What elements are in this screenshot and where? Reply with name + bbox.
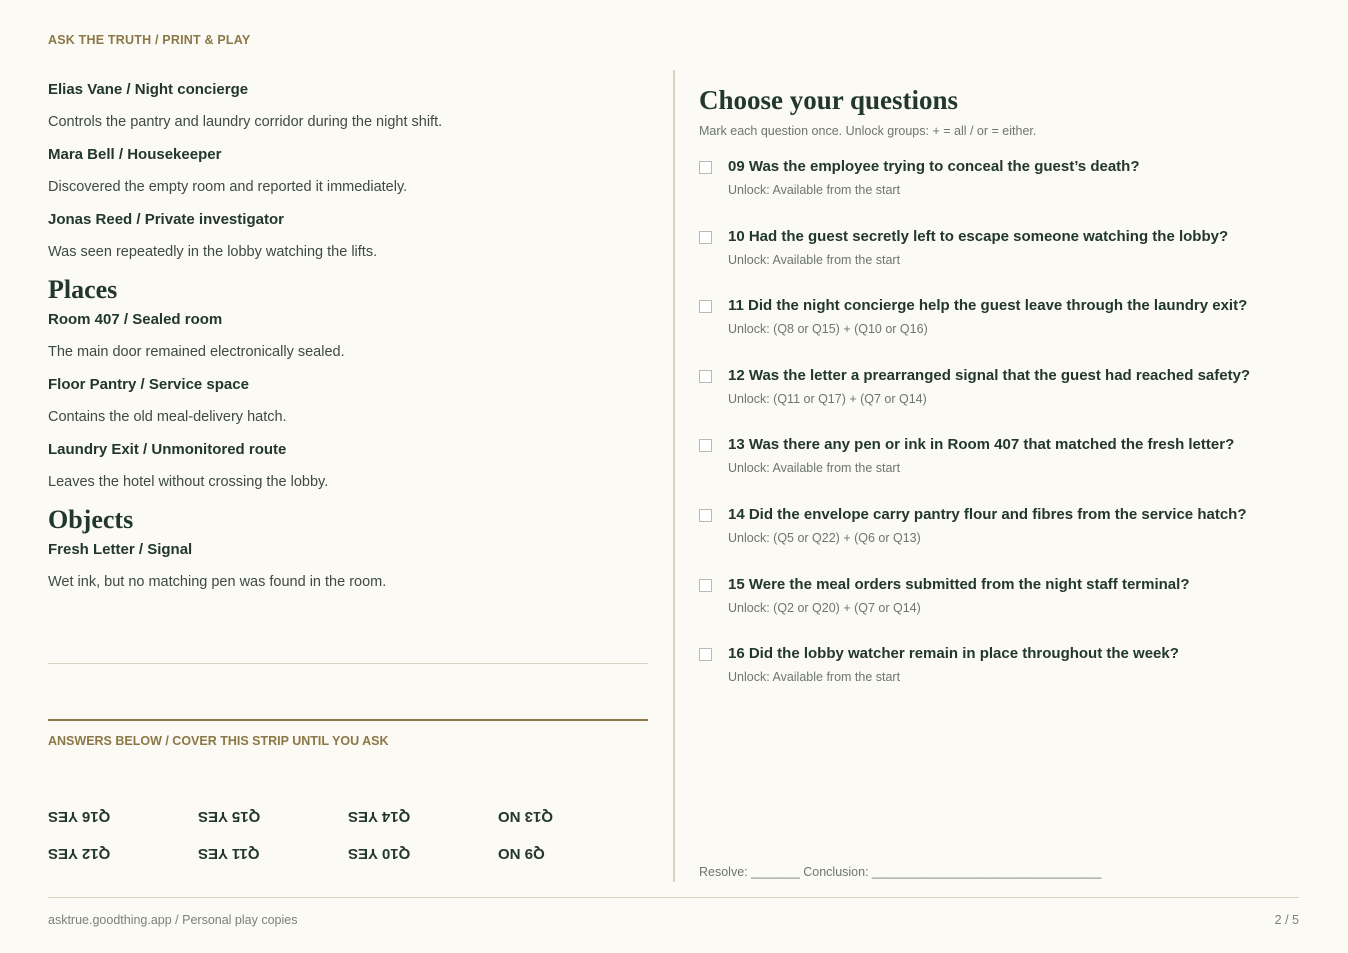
cut-line (48, 719, 648, 721)
entity-role: Service space (148, 376, 249, 393)
resolve-line[interactable]: Resolve: _______ Conclusion: _________________________________ (699, 865, 1102, 879)
answer-item: Q12 YES (48, 845, 111, 862)
question-text: 14 Did the envelope carry pantry flour and fibres from the service hatch? (728, 505, 1247, 523)
footer-site: asktrue.goodthing.app / Personal play copies (48, 913, 298, 927)
question-item[interactable] (699, 506, 1299, 576)
question-text: 11 Did the night concierge help the guest leave through the laundry exit? (728, 297, 1248, 315)
entity-description: The main door remained electronically sealed. (48, 344, 345, 360)
question-text: 15 Were the meal orders submitted from the night staff terminal? (728, 575, 1190, 593)
places-list (48, 309, 648, 504)
entity-description: Discovered the empty room and reported it immediately. (48, 179, 408, 195)
entity-name: Fresh Letter (48, 541, 135, 558)
entity-name: Mara Bell (48, 146, 115, 163)
question-text: 09 Was the employee trying to conceal the guest’s death? (728, 158, 1140, 175)
page-number: 2 / 5 (1274, 913, 1299, 927)
question-list (699, 158, 1299, 715)
question-checkbox[interactable] (699, 370, 712, 383)
entity-name: Laundry Exit (48, 441, 139, 458)
question-unlock: Unlock: Available from the start (728, 670, 901, 685)
objects-heading: Objects (48, 505, 134, 534)
entity-name: Jonas Reed (48, 211, 133, 228)
question-unlock: Unlock: (Q5 or Q22) + (Q6 or Q13) (728, 530, 921, 545)
entity-description: Leaves the hotel without crossing the lobby. (48, 474, 329, 490)
questions-panel (699, 82, 1299, 715)
question-text: 12 Was the letter a prearranged signal that the guest had reached safety? (728, 366, 1251, 384)
answer-item: Q10 YES (348, 845, 411, 862)
question-unlock: Unlock: Available from the start (728, 252, 901, 267)
entity-description: Contains the old meal-delivery hatch. (48, 409, 287, 425)
question-unlock: Unlock: (Q8 or Q15) + (Q10 or Q16) (728, 322, 928, 337)
answers-strip (48, 800, 648, 870)
footer-divider (48, 897, 1299, 898)
entity-role: Signal (147, 541, 193, 558)
question-checkbox[interactable] (699, 579, 712, 592)
entity-role: Night concierge (134, 81, 249, 98)
question-item[interactable] (699, 158, 1299, 228)
question-item[interactable] (699, 297, 1299, 367)
question-checkbox[interactable] (699, 648, 712, 661)
panel-title: Choose your questions (699, 85, 959, 115)
question-unlock: Unlock: Available from the start (728, 183, 901, 197)
answers-label: ANSWERS BELOW / COVER THIS STRIP UNTIL YOU ASK (48, 734, 389, 748)
question-unlock: Unlock: Available from the start (728, 461, 901, 476)
question-item[interactable] (699, 576, 1299, 646)
list-item: Room 407 / Sealed room The main door remained electronically sealed. (48, 309, 648, 374)
question-unlock: Unlock: (Q11 or Q17) + (Q7 or Q14) (728, 391, 927, 406)
list-item: Floor Pantry / Service space Contains the old meal-delivery hatch. (48, 374, 648, 439)
answer-item: Q11 YES (198, 845, 260, 862)
question-text: 16 Did the lobby watcher remain in place throughout the week? (728, 645, 1179, 663)
places-heading: Places (48, 275, 118, 304)
answer-item: Q14 YES (348, 808, 411, 825)
question-checkbox[interactable] (699, 509, 712, 522)
entity-role: Sealed room (132, 311, 223, 328)
answer-item: Q13 NO (498, 808, 554, 825)
entity-role: Unmonitored route (151, 441, 287, 458)
question-item[interactable] (699, 645, 1299, 715)
entity-role: Housekeeper (127, 146, 222, 163)
panel-subtitle: Mark each question once. Unlock groups: + = all / or = either. (699, 124, 1037, 138)
question-checkbox[interactable] (699, 300, 712, 313)
question-unlock: Unlock: (Q2 or Q20) + (Q7 or Q14) (728, 600, 921, 615)
breadcrumb: ASK THE TRUTH / PRINT & PLAY (48, 33, 251, 47)
list-item: Elias Vane / Night concierge Controls the pantry and laundry corridor during the night shift. (48, 79, 648, 144)
question-checkbox[interactable] (699, 231, 712, 244)
objects-list (48, 539, 648, 604)
list-item: Jonas Reed / Private investigator Was seen repeatedly in the lobby watching the lifts. (48, 209, 648, 274)
question-item[interactable] (699, 367, 1299, 437)
divider (48, 663, 648, 664)
question-text: 10 Had the guest secretly left to escape someone watching the lobby? (728, 227, 1229, 245)
left-column (48, 79, 648, 604)
question-checkbox[interactable] (699, 439, 712, 452)
entity-role: Private investigator (144, 211, 284, 228)
people-list (48, 79, 648, 274)
entity-name: Floor Pantry (48, 376, 137, 393)
answer-item: Q15 YES (198, 808, 261, 825)
entity-name: Room 407 (48, 311, 120, 328)
entity-name: Elias Vane (48, 81, 123, 98)
entity-description: Was seen repeatedly in the lobby watching the lifts. (48, 244, 378, 260)
entity-description: Wet ink, but no matching pen was found in the room. (48, 574, 387, 590)
list-item: Laundry Exit / Unmonitored route Leaves the hotel without crossing the lobby. (48, 439, 648, 504)
question-item[interactable] (699, 436, 1299, 506)
list-item: Mara Bell / Housekeeper Discovered the empty room and reported it immediately. (48, 144, 648, 209)
list-item: Fresh Letter / Signal Wet ink, but no matching pen was found in the room. (48, 539, 648, 604)
answer-item: Q9 NO (498, 845, 545, 862)
entity-description: Controls the pantry and laundry corridor during the night shift. (48, 114, 443, 130)
question-item[interactable] (699, 228, 1299, 298)
question-text: 13 Was there any pen or ink in Room 407 that matched the fresh letter? (728, 436, 1235, 454)
column-divider (673, 70, 675, 882)
answer-item: Q16 YES (48, 808, 111, 825)
question-checkbox[interactable] (699, 161, 712, 174)
